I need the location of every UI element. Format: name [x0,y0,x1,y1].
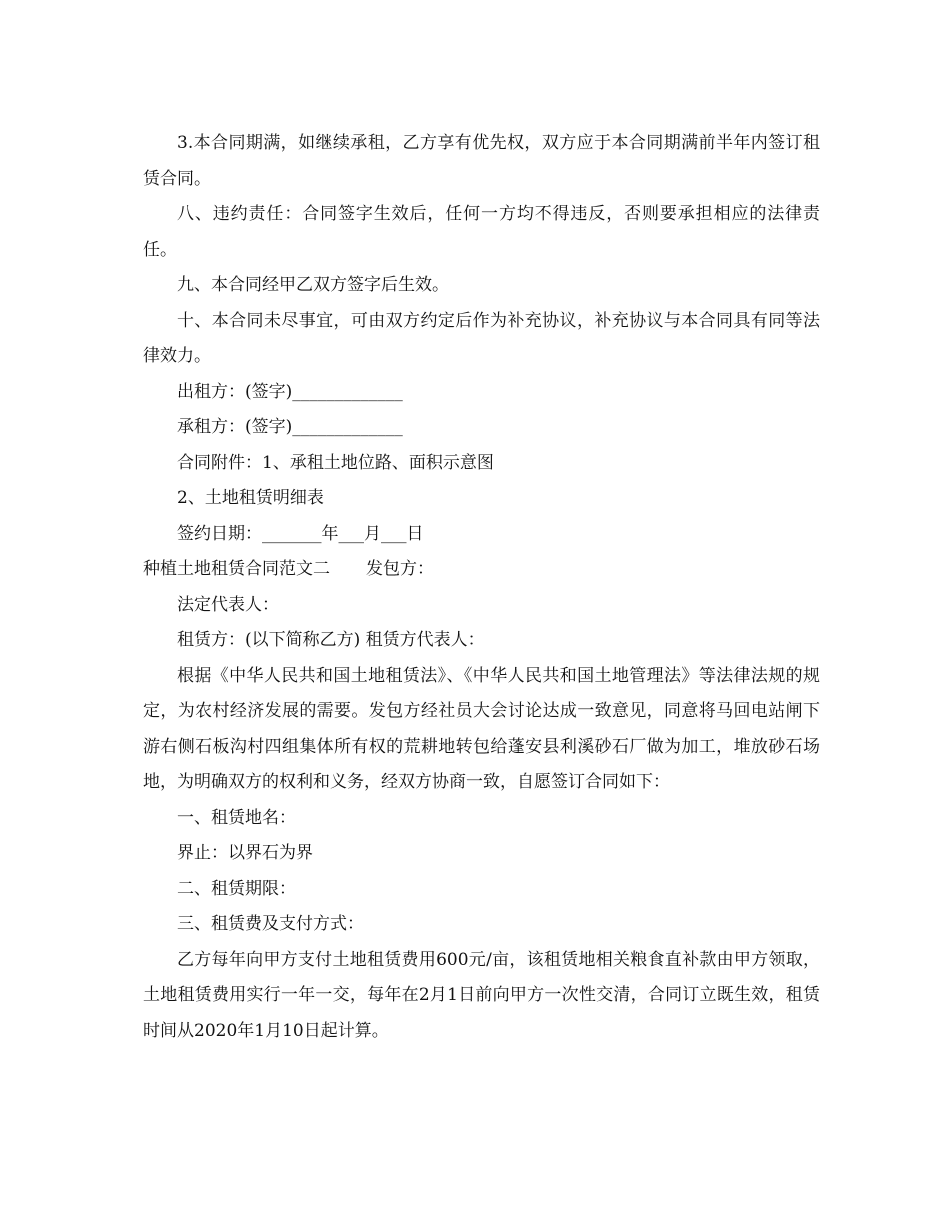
lessor-signature-line: 出租方：(签字)_____________ [177,381,403,402]
paragraph-basis: 根据《中华人民共和国土地租赁法》、《中华人民共和国土地管理法》等法律法规的规定，为农村经济发展的需要。发包方经社员大会讨论达成一致意见，同意将马回电站闸下游右侧石板沟村四组集体所有权的荒耕地转包给蓬安县利溪砂石厂做为加工，堆放砂石场地，为明确双方的权利和义务，经双方协商一致，自愿签订合同如下： [143,665,820,792]
paragraph-effective: 九、本合同经甲乙双方签字后生效。 [177,275,449,295]
lessee-line: 租赁方：(以下简称乙方) 租赁方代表人： [177,630,485,650]
contract-title: 种植土地租赁合同范文二 [143,559,330,579]
section-2-term: 二、租赁期限： [177,878,296,899]
legal-representative-line: 法定代表人： [177,594,279,615]
attachment-2: 2、土地租赁明细表 [177,488,324,508]
boundary-line: 界止：以界石为界 [177,843,313,863]
section-1-location: 一、租赁地名： [177,807,296,828]
paragraph-breach: 八、违约责任：合同签字生效后，任何一方均不得违反，否则要承担相应的法律责任。 [143,204,820,260]
contract-title-line [143,552,820,588]
paragraph-renewal: 3.本合同期满，如继续承租，乙方享有优先权，双方应于本合同期满前半年内签订租赁合同。 [143,133,820,189]
contractor-label: 发包方： [366,559,434,579]
section-3-payment: 三、租赁费及支付方式： [177,914,364,934]
paragraph-fee: 乙方每年向甲方支付土地租赁费用600元/亩，该租赁地相关粮食直补款由甲方领取，土地租赁费用实行一年一交，每年在2月1日前向甲方一次性交清，合同订立既生效，租赁时间从2020年1月10日起计算。 [143,949,820,1041]
lessee-signature-line: 承租方：(签字)_____________ [177,417,403,437]
signing-date-line: 签约日期：_______年___月___日 [177,523,424,544]
attachment-1: 合同附件：1、承租土地位路、面积示意图 [177,452,494,473]
paragraph-supplement: 十、本合同未尽事宜，可由双方约定后作为补充协议，补充协议与本合同具有同等法律效力。 [143,310,820,366]
